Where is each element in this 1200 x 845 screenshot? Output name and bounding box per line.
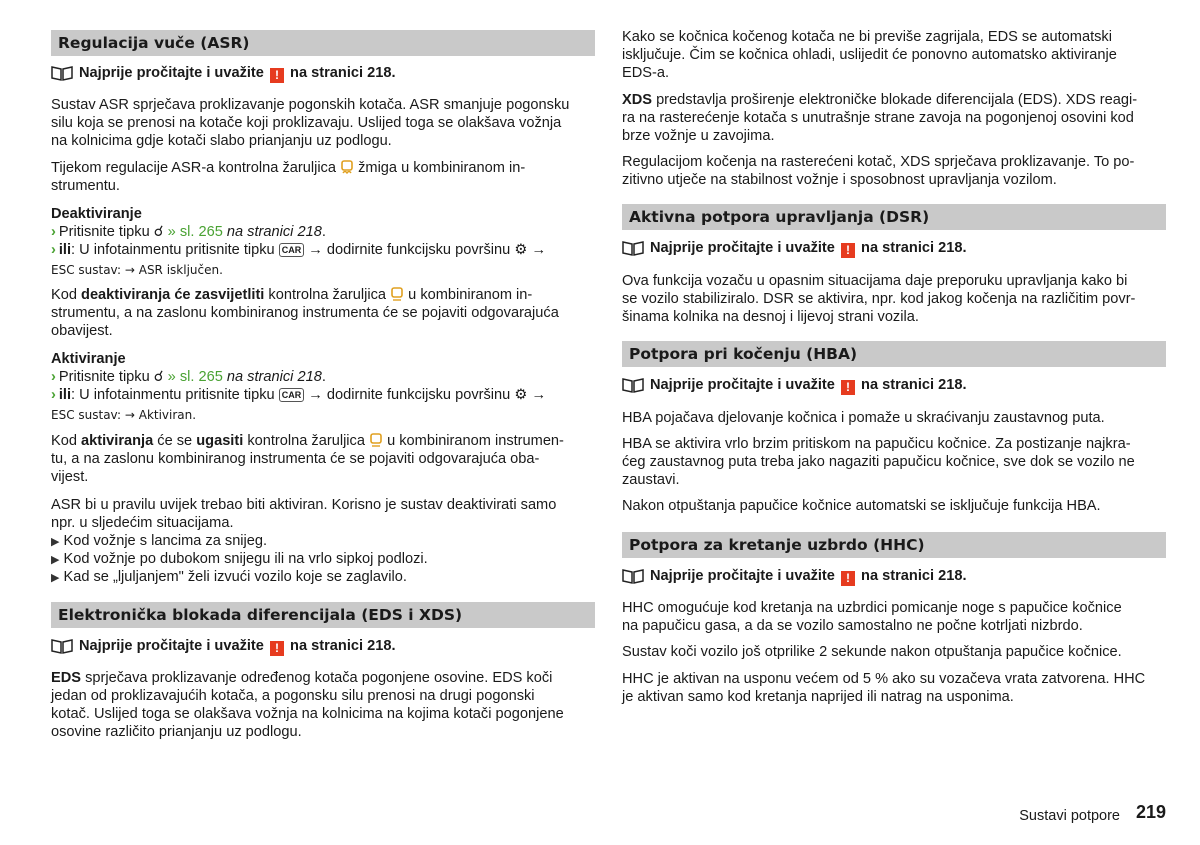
step-arrow-icon: › [51, 242, 56, 258]
step-arrow-icon: › [51, 224, 56, 240]
deactivation-step-1: › Pritisnite tipku ☌ » sl. 265 na stranici 218. [51, 224, 326, 240]
book-icon [51, 638, 73, 654]
hhc-paragraph-2: Sustav koči vozilo još otprilike 2 sekunde nakon otpuštanja papučice kočnice. [622, 644, 1122, 660]
note-suffix: na stranici 218. [290, 638, 396, 654]
note-prefix: Najprije pročitajte i uvažite [650, 240, 835, 256]
page-number: 219 [1135, 802, 1166, 822]
settings-icon: ⚙ [514, 242, 528, 258]
activation-title: Aktiviranje [51, 351, 126, 367]
deactivation-title: Deaktiviranje [51, 206, 142, 222]
note-suffix: na stranici 218. [290, 65, 396, 81]
book-icon [51, 65, 73, 81]
read-first-note [622, 566, 1166, 586]
deactivation-menu-path: ESC sustav: → ASR isključen. [51, 263, 223, 277]
section-header-hba: Potpora pri kočenju (HBA) [622, 341, 1166, 367]
hba-paragraph-3: Nakon otpuštanja papučice kočnice automatski se isključuje funkcija HBA. [622, 498, 1101, 514]
warning-icon: ! [270, 68, 284, 83]
list-item: ▶ Kod vožnje po dubokom snijegu ili na vrlo sipkoj podlozi. [51, 551, 428, 567]
activation-step-1: › Pritisnite tipku ☌ » sl. 265 na stranici 218. [51, 369, 326, 385]
hba-paragraph-1: HBA pojačava djelovanje kočnica i pomaže u skraćivanju zaustavnog puta. [622, 410, 1105, 426]
section-header-hhc: Potpora za kretanje uzbrdo (HHC) [622, 532, 1166, 558]
warning-icon: ! [841, 571, 855, 586]
book-icon [622, 240, 644, 256]
asr-off-lamp-icon [390, 287, 404, 301]
read-first-note [51, 63, 595, 83]
book-icon [622, 568, 644, 584]
read-first-note [622, 375, 1166, 395]
activation-menu-path: ESC sustav: → Aktiviran. [51, 408, 197, 422]
hhc-paragraph-1: HHC omogućuje kod kretanja na uzbrdici pomicanje noge s papučice kočnice na papučicu gasa, a da se vozilo samostalno ne počne kotrljati nizbrdo. [622, 600, 1122, 634]
note-prefix: Najprije pročitajte i uvažite [79, 65, 264, 81]
eds-continuation: Kako se kočnica kočenog kotača ne bi previše zagrijala, EDS se automatski isključuje. Čim se kočnica ohladi, uslijedit će ponovno automatsko aktiviranje EDS-a. [622, 29, 1117, 81]
button-icon: ☌ [153, 369, 164, 385]
note-suffix: na stranici 218. [861, 568, 967, 584]
read-first-note [622, 238, 1166, 258]
bullet-icon: ▶ [51, 536, 60, 548]
hhc-paragraph-3: HHC je aktivan na usponu većem od 5 % ako su vozačeva vrata zatvorena. HHC je aktivan samo kod kretanja naprijed ili natrag na usponima. [622, 671, 1146, 705]
hba-paragraph-2: HBA se aktivira vrlo brzim pritiskom na papučicu kočnice. Za postizanje najkra- ćeg zaustavnog puta treba jako nagaziti papučicu kočnice, sve dok se vozilo ne zaustavi. [622, 436, 1135, 488]
bullet-icon: ▶ [51, 572, 60, 584]
section-header-eds: Elektronička blokada diferencijala (EDS i XDS) [51, 602, 595, 628]
car-key-icon: CAR [279, 388, 305, 402]
deactivation-step-2: › ili: U infotainmentu pritisnite tipku CAR → dodirnite funkcijsku površinu ⚙ → [51, 242, 547, 258]
step-arrow-icon: › [51, 387, 56, 403]
note-prefix: Najprije pročitajte i uvažite [79, 638, 264, 654]
asr-paragraph-2: Tijekom regulacije ASR-a kontrolna žaruljica žmiga u kombiniranom in- strumentu. [51, 160, 526, 194]
deactivation-paragraph: Kod deaktiviranja će zasvijetliti kontrolna žaruljica u kombiniranom in- strumentu, a na zaslonu kombiniranog instrumenta će se pojaviti odgovarajuća obavijest. [51, 287, 559, 339]
section-header-asr: Regulacija vuče (ASR) [51, 30, 595, 56]
xds-paragraph: XDS predstavlja proširenje elektroničke blokade diferencijala (EDS). XDS reagi- ra na rasterećenje kotača s unutrašnje strane zavoja na pogonjenoj osovini kod brze vožnje u zavojima. [622, 92, 1138, 144]
book-icon [622, 377, 644, 393]
car-key-icon: CAR [279, 243, 305, 257]
asr-paragraph-1: Sustav ASR sprječava proklizavanje pogonskih kotača. ASR smanjuje pogonsku silu koja se prenosi na kotače koji proklizavaju. Uslijed toga se olakšava vožnja na kolnicima gdje kotači slabo prianjanju uz podlogu. [51, 97, 570, 149]
xds-paragraph-2: Regulacijom kočenja na rasterećeni kotač, XDS sprječava proklizavanje. To po- zitivno utječe na stabilnost vožnje i sposobnost upravljanja vozilom. [622, 154, 1135, 188]
asr-paragraph-3: ASR bi u pravilu uvijek trebao biti aktiviran. Korisno je sustav deaktivirati samo npr. u sljedećim situacijama. [51, 497, 557, 531]
activation-step-2: › ili: U infotainmentu pritisnite tipku CAR → dodirnite funkcijsku površinu ⚙ → [51, 387, 547, 403]
note-prefix: Najprije pročitajte i uvažite [650, 377, 835, 393]
warning-icon: ! [841, 380, 855, 395]
warning-icon: ! [270, 641, 284, 656]
asr-off-lamp-icon [369, 433, 383, 447]
footer-chapter-title: Sustavi potpore [1019, 808, 1120, 824]
step-arrow-icon: › [51, 369, 56, 385]
section-header-dsr: Aktivna potpora upravljanja (DSR) [622, 204, 1166, 230]
bullet-icon: ▶ [51, 554, 60, 566]
figure-link[interactable]: » sl. 265 [167, 224, 223, 240]
activation-paragraph: Kod aktiviranja će se ugasiti kontrolna žaruljica u kombiniranom instrumen- tu, a na zaslonu kombiniranog instrumenta će se pojaviti odgovarajuća oba- vijest. [51, 433, 564, 485]
button-icon: ☌ [153, 224, 164, 240]
warning-icon: ! [841, 243, 855, 258]
note-prefix: Najprije pročitajte i uvažite [650, 568, 835, 584]
read-first-note [51, 636, 595, 656]
eds-paragraph: EDS sprječava proklizavanje određenog kotača pogonjene osovine. EDS koči jedan od proklizavajućih kotača, a pogonsku silu prenosi na drugi pogonski kotač. Uslijed toga se olakšava vožnja na kolnicima na kojima kotači pogonjene osovine različito prianjanju uz podlogu. [51, 670, 564, 740]
asr-warning-lamp-icon [340, 160, 354, 174]
list-item: ▶ Kod vožnje s lancima za snijeg. [51, 533, 268, 549]
figure-link[interactable]: » sl. 265 [167, 369, 223, 385]
list-item: ▶ Kad se „ljuljanjem" želi izvući vozilo koje se zaglavilo. [51, 569, 407, 585]
note-suffix: na stranici 218. [861, 240, 967, 256]
note-suffix: na stranici 218. [861, 377, 967, 393]
dsr-paragraph: Ova funkcija vozaču u opasnim situacijama daje preporuku upravljanja kako bi se vozilo stabiliziralo. DSR se aktivira, npr. kod jakog kočenja na različitim povr- šinama kolnika na desnoj i lijevoj strani vozila. [622, 273, 1136, 325]
settings-icon: ⚙ [514, 387, 528, 403]
